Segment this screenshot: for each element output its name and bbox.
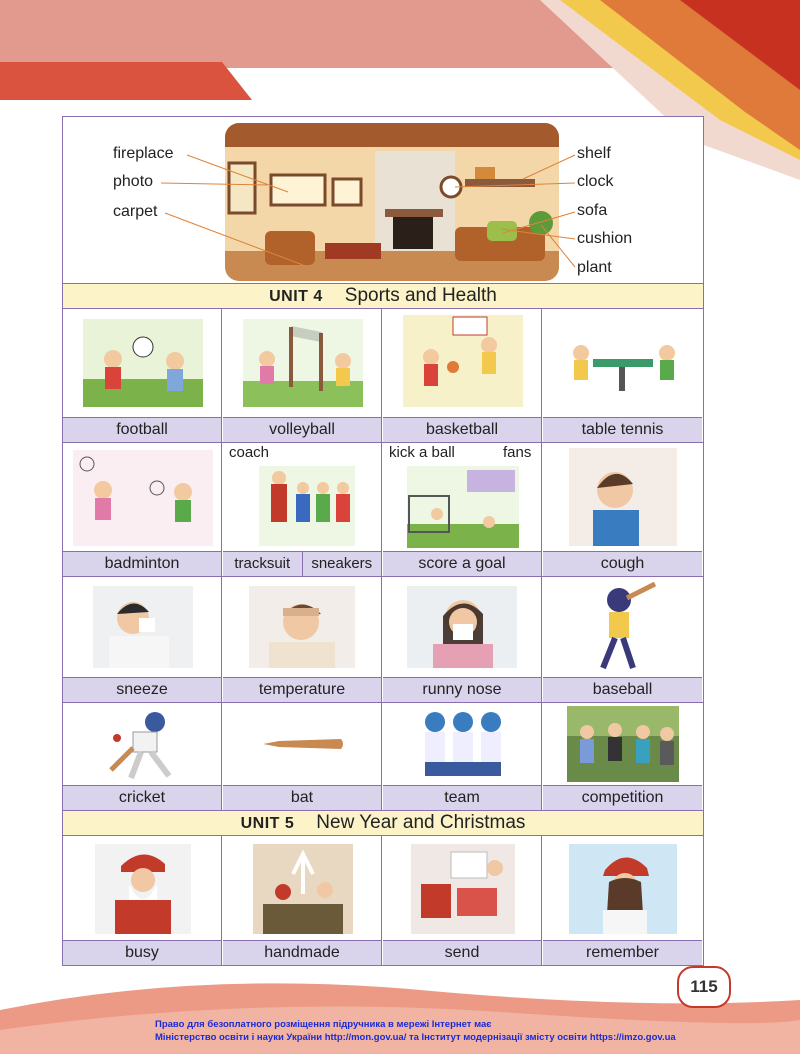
label-cushion: cushion — [577, 230, 633, 247]
card-busy — [63, 836, 222, 965]
caption-remember: remember — [543, 940, 702, 965]
vocab-row-1 — [63, 309, 703, 443]
caption-runny-nose: runny nose — [383, 677, 541, 702]
unit-4-header — [63, 283, 703, 309]
volleyball-picture — [243, 319, 363, 407]
caption-table-tennis: table tennis — [543, 417, 702, 442]
send-picture — [411, 844, 515, 934]
caption-baseball: baseball — [543, 677, 702, 702]
living-room-section — [63, 117, 703, 284]
card-baseball — [543, 576, 702, 702]
card-competition — [543, 702, 702, 810]
caption-competition: competition — [543, 785, 702, 810]
footer-line-1: Право для безоплатного розміщення підручника в мережі Інтернет має — [155, 1019, 492, 1030]
footer-notice — [155, 1018, 676, 1044]
handmade-picture — [253, 844, 353, 934]
label-sneakers: sneakers — [311, 555, 373, 572]
card-badminton — [63, 442, 222, 576]
label-coach: coach — [229, 444, 270, 461]
label-fans: fans — [503, 444, 532, 461]
caption-busy: busy — [63, 940, 221, 965]
caption-basketball: basketball — [383, 417, 541, 442]
football-picture — [83, 319, 203, 407]
badminton-picture — [73, 450, 213, 546]
vocab-row-3 — [63, 576, 703, 703]
card-sneeze — [63, 576, 222, 702]
caption-badminton: badminton — [63, 551, 221, 576]
label-fireplace: fireplace — [113, 145, 174, 162]
caption-sneeze: sneeze — [63, 677, 221, 702]
card-remember — [543, 836, 702, 965]
busy-picture — [95, 844, 191, 934]
coach-team-picture — [259, 466, 355, 546]
label-sofa: sofa — [577, 202, 608, 219]
card-score-a-goal — [383, 442, 542, 576]
remember-picture — [569, 844, 677, 934]
vocab-row-4 — [63, 702, 703, 811]
unit-5-title: New Year and Christmas — [316, 812, 526, 833]
caption-bat: bat — [223, 785, 381, 810]
caption-temperature: temperature — [223, 677, 381, 702]
runny-nose-picture — [407, 586, 517, 668]
label-kick-a-ball: kick a ball — [389, 444, 455, 461]
basketball-picture — [403, 315, 523, 407]
caption-cough: cough — [543, 551, 702, 576]
cough-picture — [569, 448, 677, 546]
unit-4-title: Sports and Health — [344, 285, 497, 306]
page-number: 115 — [677, 966, 731, 1008]
card-coach-team — [223, 442, 382, 576]
card-football — [63, 309, 222, 442]
caption-cricket: cricket — [63, 785, 221, 810]
label-tracksuit: tracksuit — [223, 552, 303, 576]
unit-5-number: UNIT 5 — [240, 815, 295, 832]
competition-picture — [567, 706, 679, 782]
card-cricket — [63, 702, 222, 810]
card-runny-nose — [383, 576, 542, 702]
baseball-picture — [583, 580, 663, 674]
card-bat — [223, 702, 382, 810]
caption-send: send — [383, 940, 541, 965]
card-send — [383, 836, 542, 965]
caption-football: football — [63, 417, 221, 442]
card-table-tennis — [543, 309, 702, 442]
card-volleyball — [223, 309, 382, 442]
card-basketball — [383, 309, 542, 442]
label-carpet: carpet — [113, 203, 158, 220]
caption-handmade: handmade — [223, 940, 381, 965]
sneeze-picture — [93, 586, 193, 668]
label-photo: photo — [113, 173, 154, 190]
card-temperature — [223, 576, 382, 702]
label-shelf: shelf — [577, 145, 611, 162]
vocab-row-2 — [63, 442, 703, 577]
table-tennis-picture — [563, 323, 683, 403]
caption-volleyball: volleyball — [223, 417, 381, 442]
bat-picture — [259, 732, 345, 756]
vocabulary-page — [62, 116, 704, 966]
temperature-picture — [249, 586, 355, 668]
card-team — [383, 702, 542, 810]
unit-5-header — [63, 810, 703, 836]
score-a-goal-picture — [407, 466, 519, 548]
card-cough — [543, 442, 702, 576]
caption-team: team — [383, 785, 541, 810]
label-plant: plant — [577, 259, 612, 276]
unit-4-number: UNIT 4 — [269, 288, 323, 305]
vocab-row-5 — [63, 836, 703, 965]
footer-line-2: Міністерство освіти і науки України http://mon.gov.ua/ та Інститут модернізації змісту освіти https://imzo.gov.ua — [155, 1032, 676, 1043]
caption-tracksuit-sneakers — [223, 551, 381, 576]
label-clock: clock — [577, 173, 614, 190]
caption-score-a-goal: score a goal — [383, 551, 541, 576]
label-pointer-lines — [63, 117, 703, 283]
team-picture — [413, 708, 513, 780]
cricket-picture — [103, 708, 183, 782]
card-handmade — [223, 836, 382, 965]
